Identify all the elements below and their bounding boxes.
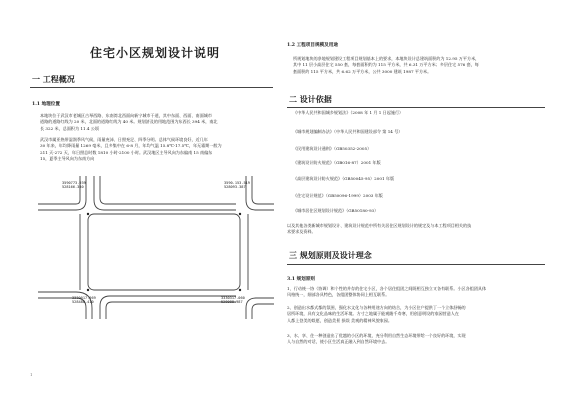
subsection-heading-principles: 3.1 规划原则 [287, 277, 315, 282]
paragraph-location [40, 113, 272, 132]
text-line: 其中 11 层小高层住宅 550 套，每套面积约为 115 平方米，共 6.31 万平方米；多层住宅 576 套，每 [293, 62, 479, 68]
coordinate-y: 528088.987 [221, 300, 243, 305]
text-line: 15，夏季主导风向为东南方向 [40, 156, 95, 162]
paragraph-scale [293, 56, 548, 75]
law-reference: 《高层建筑设计防火规范》（GB50045-95）2001 年版 [293, 176, 395, 181]
law-reference: 《城市规划编制办法》（中华人民共和国建设部令 第 14 号） [293, 129, 403, 134]
section-heading-basis: 二 设计依据 [289, 94, 332, 104]
coordinate-x: 3330017.969 [72, 296, 96, 300]
paragraph-principle-3 [287, 333, 545, 346]
coordinate-x: 3590773.939 [62, 181, 86, 185]
text-line: 风格统一，细部各具特色，各组团整体协同上相互联系。 [287, 292, 390, 298]
section-rule [30, 87, 273, 88]
paragraph-basis-closing [287, 223, 545, 236]
subsection-heading-location: 1.1 地理位置 [32, 102, 60, 107]
page-number: 1 [30, 372, 33, 377]
text-line: 人与自然的对话，使小区生活真正融入到自然环境中去。 [287, 339, 390, 345]
text-line: 居所环境，具有文化品味的生活环境。方寸之地属于能观瞻千寿寒，用创意明设的家园营造人在 [287, 311, 459, 317]
section-heading-overview: 一 工程概况 [32, 74, 75, 84]
coordinate-x: 3330317.060 [221, 296, 245, 300]
coordinate-label-top-left [62, 181, 86, 190]
section-heading-principles: 三 规划原则及设计理念 [289, 250, 372, 260]
text-line: 所规划地块的净地规划建设工程项目规划基本上的要求，本地块设计总建筑面积约为 12.95 万平方米， [293, 56, 480, 61]
text-line: 1、行动统一协（协调）和个性的并存的住宅小区，各个居住组团之间既相互独立又各有联系。小区各组团具体 [287, 286, 487, 291]
text-line: 道路的道路红线为 20 米，北面的道路红线为 40 米。规划济及的用地范围为东西长 394 米，南北 [40, 119, 218, 125]
law-reference: 《住宅设计规范》（GB50096-1999）2003 年版 [293, 193, 383, 198]
text-line: 套面积约 115 平方米，共 6.62 万平方米，公共 3000 建筑 1987 平方米。 [293, 68, 432, 74]
coordinate-x: 3590.153.519 [224, 181, 250, 185]
coordinate-label-bottom-right [221, 296, 245, 305]
coordinate-y: 528093.387 [224, 185, 246, 190]
text-line: 武汉市属亚热带湿润季风气候，雨量充沛、日照充足、四季分明。总体气候环境良好，近几年 [40, 137, 208, 142]
coordinate-y: 528488.410 [72, 300, 94, 305]
section-rule [287, 107, 545, 108]
law-reference: 《建筑设计防火规范》（GB016-87）2001 年版 [293, 160, 381, 165]
paragraph-principle-1 [287, 286, 545, 299]
section-rule [287, 264, 545, 265]
law-reference: 《城市居住区规划设计规范》（GB50180-93） [293, 208, 379, 213]
text-line: 本地块位于武汉市老城区古琴西路、东南湾北西面向新宁城市干道，其中东面、西面、南面城市 [40, 113, 212, 118]
coordinate-y: 528166.380 [62, 185, 84, 190]
law-reference: 《民用建筑设计通则》（GB50352-2005） [293, 146, 372, 151]
text-line: 术要求及资料。 [287, 229, 316, 235]
text-line: 2、创造出水都式都的氛围，强化水文化与各种用途方向的结合，为小区住户提供丁一个立体舒畅的 [287, 305, 466, 310]
law-reference: 《中华人民共和国城乡规划法》（2008 年 1 月 1 日起施行） [293, 110, 404, 115]
paragraph-principle-2 [287, 305, 545, 324]
page-title: 住宅小区规划设计说明 [90, 46, 221, 60]
text-line: 长 322 米，总面积为 11.4 公顷 [40, 125, 99, 131]
text-line: 3、水、享、住一种创造出了优越的小区的环境，充分利用自然生态环境带给一个良好的环境，实现 [287, 333, 466, 338]
text-line: 人都上登美的娱愿，创造美景 损误 美观的精神风貌家园。 [287, 317, 392, 323]
text-line: 211 天-272 天，年日照总时数 1810 小时-2100 小时。武汉地区主导风向为东偏南 15 南偏东 [40, 149, 213, 155]
paragraph-climate [40, 137, 272, 163]
text-line: 30 年来，年均降雨量 1269 毫米，且多集中在 6-8 月，年均气温 15.8℃-17.5℃，年无霜期一般为 [40, 143, 222, 149]
coordinate-label-bottom-left [72, 296, 96, 305]
coordinate-label-top-right [224, 181, 250, 190]
subsection-heading-scale: 1.2 工程项目规模及用途 [287, 43, 338, 48]
text-line: 以及其他各类新城市规划设计、建筑设计规范中所有关居住区规划设计的规定及与本工程项目相关的技 [287, 223, 472, 228]
